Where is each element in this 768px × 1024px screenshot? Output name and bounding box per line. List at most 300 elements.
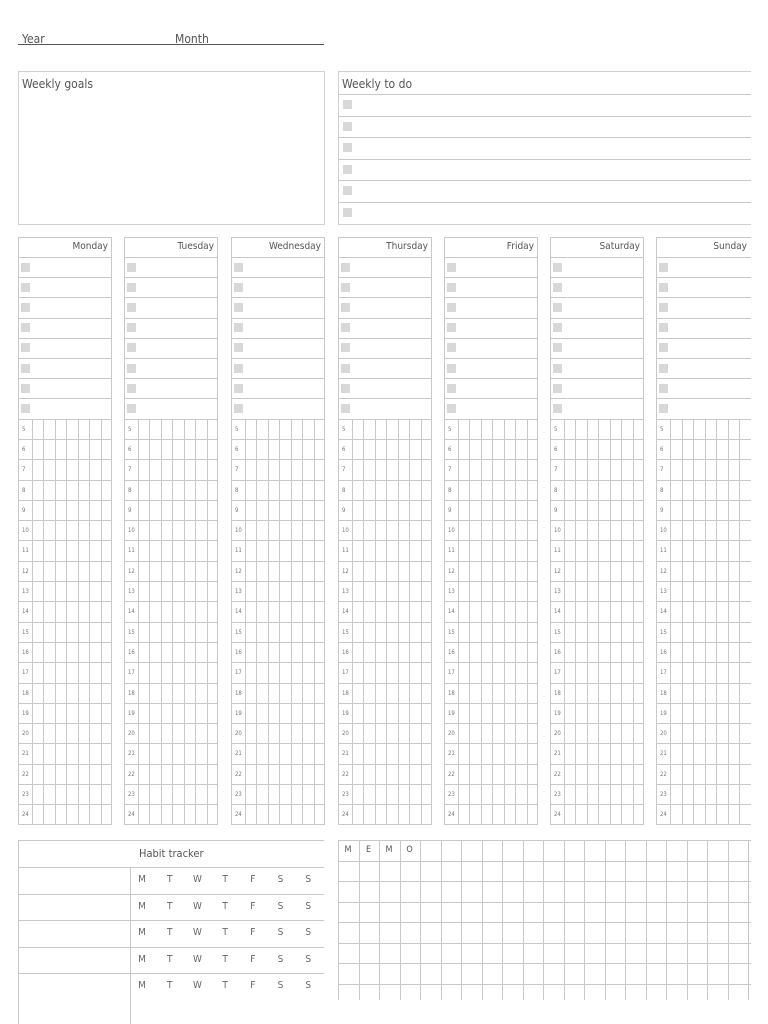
habit-day-letter[interactable]: S	[277, 953, 284, 965]
hour-label: 9	[554, 506, 558, 514]
day-todo-checkbox[interactable]	[553, 263, 562, 272]
hour-label: 12	[342, 567, 349, 575]
hour-label: 16	[554, 648, 561, 656]
habit-top-border	[18, 840, 324, 841]
hour-label: 9	[342, 506, 346, 514]
day-todo-line	[338, 358, 432, 359]
habit-day-letter[interactable]: T	[166, 874, 173, 885]
habit-day-letter[interactable]: W	[192, 874, 202, 885]
day-todo-line	[656, 398, 751, 399]
habit-day-letter[interactable]: T	[222, 874, 228, 885]
hour-grid-vline	[279, 419, 280, 825]
day-todo-checkbox[interactable]	[659, 343, 668, 352]
day-name-wednesday: Wednesday	[268, 241, 321, 252]
hour-grid-vline	[245, 419, 246, 825]
day-todo-line	[656, 378, 751, 379]
habit-day-letter[interactable]: T	[222, 927, 228, 939]
day-column-wednesday	[231, 237, 325, 825]
hour-label: 14	[448, 608, 455, 616]
day-column-sunday	[656, 237, 751, 825]
habit-day-letter[interactable]: F	[250, 927, 256, 939]
day-todo-checkbox[interactable]	[447, 384, 456, 393]
weekly-goals-title: Weekly goals	[22, 77, 94, 91]
day-todo-checkbox[interactable]	[234, 364, 243, 373]
hour-grid-vline	[670, 419, 671, 825]
hour-label: 17	[22, 669, 29, 677]
day-todo-checkbox[interactable]	[553, 384, 562, 393]
memo-letter-3: O	[406, 845, 413, 855]
habit-day-letter[interactable]: T	[166, 900, 173, 912]
hour-label: 15	[448, 628, 455, 636]
day-todo-checkbox[interactable]	[234, 323, 243, 332]
day-left-border	[124, 237, 125, 825]
hour-label: 22	[554, 770, 561, 778]
hour-label: 22	[448, 770, 455, 778]
memo-vline	[461, 840, 462, 1000]
hour-label: 7	[342, 466, 346, 474]
day-todo-checkbox[interactable]	[234, 384, 243, 393]
memo-vline	[646, 840, 647, 1000]
hour-label: 11	[22, 547, 29, 555]
todo-row-line	[339, 116, 751, 117]
hour-label: 10	[448, 527, 455, 535]
hour-label: 23	[235, 791, 242, 798]
day-todo-checkbox[interactable]	[553, 323, 562, 332]
habit-day-letter[interactable]: M	[138, 874, 146, 885]
day-todo-checkbox[interactable]	[659, 364, 668, 373]
hour-label: 7	[554, 466, 558, 474]
day-todo-checkbox[interactable]	[21, 323, 30, 332]
day-right-border	[111, 237, 112, 825]
day-todo-checkbox[interactable]	[447, 263, 456, 272]
day-todo-line	[18, 398, 112, 399]
hour-label: 5	[342, 425, 346, 433]
hour-grid-vline	[172, 419, 173, 825]
hour-label: 21	[660, 750, 667, 758]
day-todo-line	[231, 318, 325, 319]
habit-name-field[interactable]	[20, 896, 128, 919]
day-todo-line	[550, 297, 644, 298]
todo-checkbox[interactable]	[343, 143, 352, 152]
habit-day-letter[interactable]: F	[250, 874, 256, 885]
todo-checkbox[interactable]	[343, 165, 352, 174]
todo-checkbox[interactable]	[343, 122, 352, 131]
day-todo-checkbox[interactable]	[341, 303, 350, 312]
hour-label: 7	[448, 466, 452, 474]
hour-label: 13	[235, 588, 242, 595]
day-top-border	[444, 237, 538, 238]
day-todo-checkbox[interactable]	[553, 343, 562, 352]
habit-day-letter[interactable]: S	[277, 980, 284, 992]
day-todo-checkbox[interactable]	[21, 263, 30, 272]
day-todo-checkbox[interactable]	[234, 283, 243, 292]
hour-label: 17	[554, 669, 561, 677]
day-todo-checkbox[interactable]	[21, 283, 30, 292]
day-todo-checkbox[interactable]	[341, 283, 350, 292]
day-todo-checkbox[interactable]	[447, 364, 456, 373]
habit-day-letter[interactable]: T	[166, 927, 173, 939]
day-todo-checkbox[interactable]	[659, 283, 668, 292]
day-left-border	[338, 237, 339, 825]
hour-label: 21	[554, 750, 561, 758]
habit-day-letter[interactable]: T	[222, 900, 228, 912]
hour-label: 14	[660, 608, 667, 616]
habit-day-letter[interactable]: S	[305, 900, 312, 912]
day-todo-checkbox[interactable]	[127, 343, 136, 352]
hour-label: 11	[235, 547, 242, 555]
habit-row-line	[18, 973, 324, 974]
day-top-border	[124, 237, 218, 238]
hour-label: 23	[128, 791, 135, 798]
day-todo-line	[338, 318, 432, 319]
habit-name-field[interactable]	[20, 949, 128, 972]
day-todo-checkbox[interactable]	[659, 404, 668, 413]
day-todo-checkbox[interactable]	[447, 343, 456, 352]
day-name-saturday: Saturday	[599, 241, 640, 252]
hour-label: 19	[342, 709, 349, 717]
hour-label: 16	[128, 648, 135, 656]
day-column-friday	[444, 237, 538, 825]
hour-grid-vline	[716, 419, 717, 825]
hour-label: 6	[342, 445, 346, 453]
hour-label: 6	[660, 445, 664, 453]
hour-label: 5	[22, 425, 26, 433]
habit-day-letter[interactable]: F	[250, 900, 256, 912]
hour-label: 5	[235, 425, 239, 433]
day-todo-checkbox[interactable]	[553, 283, 562, 292]
hour-grid-vline	[32, 419, 33, 825]
todo-row-line	[339, 202, 751, 203]
day-todo-checkbox[interactable]	[341, 404, 350, 413]
day-todo-line	[18, 297, 112, 298]
hour-label: 20	[660, 730, 667, 738]
memo-vline	[400, 840, 401, 1000]
day-todo-line	[124, 297, 218, 298]
hour-grid-vline	[149, 419, 150, 825]
habit-day-letter[interactable]: T	[166, 980, 173, 992]
hour-label: 14	[128, 608, 135, 616]
day-todo-line	[124, 378, 218, 379]
hour-label: 23	[660, 791, 667, 798]
day-name-thursday: Thursday	[386, 241, 428, 252]
day-top-border	[656, 237, 751, 238]
day-todo-line	[231, 297, 325, 298]
memo-vline	[707, 840, 708, 1000]
hour-label: 23	[448, 791, 455, 798]
hour-label: 12	[235, 567, 242, 575]
hour-label: 18	[342, 689, 349, 697]
day-todo-line	[124, 277, 218, 278]
day-todo-line	[656, 297, 751, 298]
hour-label: 8	[22, 486, 26, 494]
habit-day-letter[interactable]: M	[138, 927, 146, 939]
hour-label: 6	[22, 445, 26, 453]
hour-grid-vline	[161, 419, 162, 825]
hour-grid-vline	[89, 419, 90, 825]
memo-vline	[420, 840, 421, 1000]
day-left-border	[18, 237, 19, 825]
day-todo-checkbox[interactable]	[553, 303, 562, 312]
habit-day-letter[interactable]: M	[138, 953, 146, 965]
hour-label: 14	[235, 608, 242, 616]
habit-day-letter[interactable]: M	[138, 900, 146, 912]
hour-label: 19	[128, 709, 135, 717]
hour-label: 7	[235, 466, 239, 474]
hour-grid-vline	[78, 419, 79, 825]
hour-label: 15	[235, 628, 242, 636]
day-todo-checkbox[interactable]	[341, 384, 350, 393]
hour-grid-vline	[138, 419, 139, 825]
hour-label: 8	[235, 486, 239, 494]
day-todo-line	[444, 338, 538, 339]
hour-label: 20	[235, 730, 242, 738]
year-month-underline	[18, 44, 324, 45]
weekly-goals-box[interactable]	[18, 71, 325, 225]
habit-day-letter[interactable]: W	[192, 953, 202, 965]
day-todo-checkbox[interactable]	[21, 303, 30, 312]
day-todo-checkbox[interactable]	[127, 404, 136, 413]
hour-label: 6	[554, 445, 558, 453]
hour-label: 8	[128, 486, 132, 494]
day-top-border	[550, 237, 644, 238]
day-column-monday	[18, 237, 112, 825]
hour-label: 8	[554, 486, 558, 494]
month-label: Month	[175, 32, 209, 46]
todo-checkbox[interactable]	[343, 208, 352, 217]
hour-label: 20	[554, 730, 561, 738]
day-top-border	[231, 237, 325, 238]
habit-day-letter[interactable]: F	[250, 953, 256, 965]
hour-label: 18	[448, 689, 455, 697]
habit-day-letter[interactable]: T	[222, 953, 228, 965]
day-todo-line	[124, 358, 218, 359]
hour-grid-vline	[43, 419, 44, 825]
habit-day-letter[interactable]: S	[277, 874, 284, 885]
hour-label: 8	[660, 486, 664, 494]
day-todo-checkbox[interactable]	[659, 384, 668, 393]
day-todo-checkbox[interactable]	[234, 343, 243, 352]
hour-label: 24	[554, 811, 561, 819]
day-todo-line	[444, 318, 538, 319]
day-todo-checkbox[interactable]	[127, 323, 136, 332]
hour-grid-vline	[291, 419, 292, 825]
hour-label: 15	[554, 628, 561, 636]
day-todo-checkbox[interactable]	[341, 263, 350, 272]
hour-label: 9	[128, 506, 132, 514]
habit-name-field[interactable]	[20, 869, 128, 892]
day-todo-checkbox[interactable]	[127, 384, 136, 393]
day-todo-line	[444, 257, 538, 258]
day-todo-checkbox[interactable]	[21, 343, 30, 352]
habit-name-field[interactable]	[20, 975, 128, 998]
day-name-friday: Friday	[506, 241, 534, 252]
day-todo-checkbox[interactable]	[659, 323, 668, 332]
habit-day-letter[interactable]: S	[305, 980, 312, 992]
hour-label: 22	[342, 770, 349, 778]
hour-label: 19	[448, 709, 455, 717]
memo-vline	[482, 840, 483, 1000]
habit-name-field[interactable]	[20, 922, 128, 945]
day-todo-line	[444, 358, 538, 359]
hour-grid-vline	[302, 419, 303, 825]
hour-grid-vline	[633, 419, 634, 825]
day-todo-checkbox[interactable]	[553, 404, 562, 413]
day-todo-line	[656, 277, 751, 278]
memo-vline	[584, 840, 585, 1000]
hour-label: 13	[554, 588, 561, 595]
day-todo-checkbox[interactable]	[234, 303, 243, 312]
hour-label: 21	[448, 750, 455, 758]
hour-label: 14	[22, 608, 29, 616]
day-todo-checkbox[interactable]	[659, 263, 668, 272]
day-todo-checkbox[interactable]	[447, 303, 456, 312]
hour-label: 7	[660, 466, 664, 474]
day-todo-line	[338, 338, 432, 339]
hour-label: 17	[342, 669, 349, 677]
hour-label: 13	[342, 588, 349, 595]
day-todo-checkbox[interactable]	[127, 283, 136, 292]
todo-row-line	[339, 94, 751, 95]
habit-day-letter[interactable]: W	[192, 900, 202, 912]
day-left-border	[550, 237, 551, 825]
day-todo-checkbox[interactable]	[234, 263, 243, 272]
hour-grid-vline	[610, 419, 611, 825]
hour-label: 24	[235, 811, 242, 819]
hour-label: 13	[22, 588, 29, 595]
day-todo-line	[18, 378, 112, 379]
day-todo-checkbox[interactable]	[659, 303, 668, 312]
day-todo-line	[338, 378, 432, 379]
hour-label: 12	[554, 567, 561, 575]
day-todo-checkbox[interactable]	[127, 263, 136, 272]
memo-vline	[564, 840, 565, 1000]
day-todo-checkbox[interactable]	[21, 404, 30, 413]
day-column-saturday	[550, 237, 644, 825]
day-todo-checkbox[interactable]	[127, 303, 136, 312]
hour-label: 15	[128, 628, 135, 636]
hour-label: 20	[448, 730, 455, 738]
day-todo-checkbox[interactable]	[341, 343, 350, 352]
hour-grid-vline	[268, 419, 269, 825]
memo-vline	[359, 840, 360, 1000]
habit-day-letter[interactable]: S	[305, 874, 312, 885]
hour-label: 23	[22, 791, 29, 798]
habit-day-letter[interactable]: T	[222, 980, 228, 992]
hour-label: 17	[128, 669, 135, 677]
hour-label: 6	[448, 445, 452, 453]
day-todo-line	[18, 358, 112, 359]
habit-day-letter[interactable]: S	[277, 927, 284, 939]
day-todo-checkbox[interactable]	[341, 364, 350, 373]
hour-grid-vline	[195, 419, 196, 825]
hour-grid-vline	[481, 419, 482, 825]
hour-grid-vline	[728, 419, 729, 825]
hour-label: 23	[342, 791, 349, 798]
hour-grid-vline	[386, 419, 387, 825]
habit-day-letter[interactable]: S	[305, 953, 312, 965]
hour-label: 8	[342, 486, 346, 494]
day-todo-line	[338, 398, 432, 399]
hour-grid-vline	[375, 419, 376, 825]
habit-row-line	[18, 894, 324, 895]
hour-label: 10	[342, 527, 349, 535]
day-todo-checkbox[interactable]	[234, 404, 243, 413]
hour-grid-vline	[682, 419, 683, 825]
habit-day-letter[interactable]: F	[250, 980, 256, 992]
hour-grid-vline	[504, 419, 505, 825]
day-top-border	[338, 237, 432, 238]
day-todo-line	[338, 277, 432, 278]
memo-vline	[666, 840, 667, 1000]
todo-checkbox[interactable]	[343, 186, 352, 195]
hour-label: 9	[235, 506, 239, 514]
day-right-border	[324, 237, 325, 825]
habit-row-line	[18, 920, 324, 921]
hour-grid-vline	[469, 419, 470, 825]
day-todo-checkbox[interactable]	[127, 364, 136, 373]
day-name-sunday: Sunday	[713, 241, 747, 252]
todo-checkbox[interactable]	[343, 100, 352, 109]
hour-label: 14	[554, 608, 561, 616]
hour-grid-vline	[587, 419, 588, 825]
hour-grid-vline	[693, 419, 694, 825]
day-todo-line	[550, 378, 644, 379]
day-todo-checkbox[interactable]	[447, 404, 456, 413]
day-todo-checkbox[interactable]	[21, 364, 30, 373]
hour-label: 18	[22, 689, 29, 697]
hour-label: 11	[554, 547, 561, 555]
memo-vline	[502, 840, 503, 1000]
hour-grid-vline	[363, 419, 364, 825]
hour-label: 15	[660, 628, 667, 636]
memo-vline	[543, 840, 544, 1000]
hour-label: 18	[128, 689, 135, 697]
hour-label: 17	[660, 669, 667, 677]
day-right-border	[643, 237, 644, 825]
hour-label: 24	[448, 811, 455, 819]
day-todo-checkbox[interactable]	[553, 364, 562, 373]
hour-label: 7	[128, 466, 132, 474]
hour-label: 24	[342, 811, 349, 819]
habit-day-letter[interactable]: S	[277, 900, 284, 912]
hour-label: 10	[554, 527, 561, 535]
habit-day-letter[interactable]: S	[305, 927, 312, 939]
habit-day-letter[interactable]: W	[192, 927, 202, 939]
hour-label: 5	[554, 425, 558, 433]
hour-label: 11	[660, 547, 667, 555]
weekly-todo-box	[338, 71, 751, 225]
memo-letter-0: M	[344, 845, 352, 855]
hour-label: 21	[342, 750, 349, 758]
memo-vline	[605, 840, 606, 1000]
hour-label: 18	[554, 689, 561, 697]
hour-grid-vline	[314, 419, 315, 825]
hour-label: 22	[660, 770, 667, 778]
day-todo-checkbox[interactable]	[447, 323, 456, 332]
day-todo-checkbox[interactable]	[447, 283, 456, 292]
habit-day-letter[interactable]: T	[166, 953, 173, 965]
day-todo-checkbox[interactable]	[21, 384, 30, 393]
hour-label: 17	[448, 669, 455, 677]
hour-label: 9	[448, 506, 452, 514]
habit-day-letter[interactable]: M	[138, 980, 146, 992]
memo-vline	[748, 840, 749, 1000]
day-todo-line	[444, 398, 538, 399]
habit-day-letter[interactable]: W	[192, 980, 202, 992]
hour-label: 12	[448, 567, 455, 575]
habit-row-line	[18, 867, 324, 868]
day-todo-checkbox[interactable]	[341, 323, 350, 332]
